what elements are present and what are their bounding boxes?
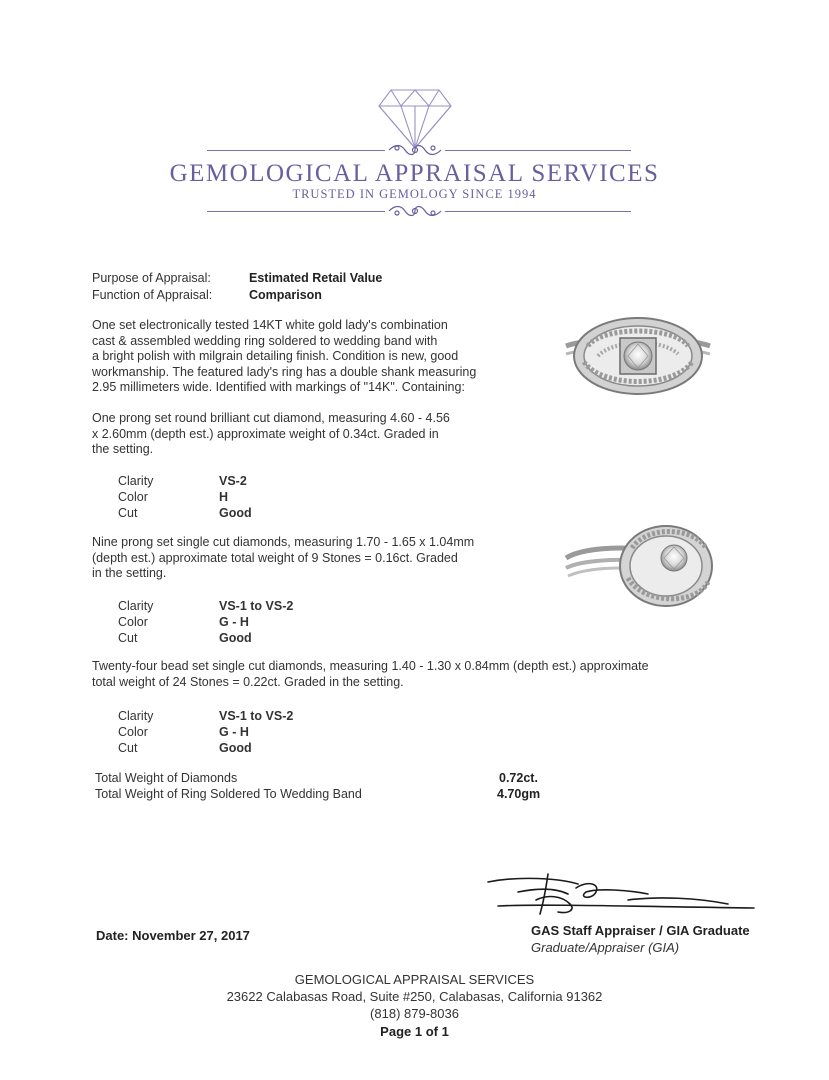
header-rule-left	[207, 150, 385, 151]
stone-2-cut-label: Cut	[118, 631, 138, 645]
stone-1-color-value: H	[219, 490, 229, 504]
stone-2-color-value: G - H	[219, 615, 249, 629]
stone-line: x 2.60mm (depth est.) approximate weight of 0.34ct. Graded in	[92, 426, 439, 441]
stone-line: Nine prong set single cut diamonds, measuring 1.70 - 1.65 x 1.04mm	[92, 535, 475, 549]
company-name: GEMOLOGICAL APPRAISAL SERVICES	[169, 160, 660, 187]
page-number: Page 1 of 1	[380, 1024, 449, 1039]
header-rule-right	[445, 150, 631, 151]
stone-line: total weight of 24 Stones = 0.22ct. Graded in the setting.	[92, 674, 404, 689]
ring-top-view-image	[562, 310, 714, 406]
stone-3-cut-value: Good	[219, 741, 252, 755]
stone-3-cut-label: Cut	[118, 741, 138, 755]
function-label: Function of Appraisal:	[92, 288, 213, 302]
bottom-flourish-icon	[385, 203, 445, 219]
footer-address: 23622 Calabasas Road, Suite #250, Calabasas, California 91362	[226, 989, 603, 1004]
tagline-rule-left	[207, 211, 385, 212]
total-diamonds-label: Total Weight of Diamonds	[95, 771, 238, 785]
stone-line: Twenty-four bead set single cut diamonds, measuring 1.40 - 1.30 x 0.84mm (depth est.) approximate	[92, 659, 649, 673]
stone-2-clarity-label: Clarity	[118, 599, 154, 613]
appraiser-title: GAS Staff Appraiser / GIA Graduate	[531, 923, 750, 938]
appraisal-date: Date: November 27, 2017	[96, 928, 250, 943]
stone-line: in the setting.	[92, 566, 167, 581]
total-ring-weight-label: Total Weight of Ring Soldered To Wedding Band	[95, 787, 362, 801]
tagline-rule-right	[445, 211, 631, 212]
handwritten-signature-image	[478, 870, 758, 920]
stone-3-clarity-label: Clarity	[118, 709, 154, 723]
description-line: a bright polish with milgrain detailing finish. Condition is new, good	[92, 349, 459, 364]
stone-2-description	[92, 535, 474, 582]
stone-2-clarity-value: VS-1 to VS-2	[219, 599, 294, 613]
stone-1-cut-value: Good	[219, 506, 252, 520]
stone-3-color-value: G - H	[219, 725, 249, 739]
purpose-value: Estimated Retail Value	[249, 271, 383, 285]
stone-2-color-label: Color	[118, 615, 148, 629]
appraiser-subtitle: Graduate/Appraiser (GIA)	[531, 940, 680, 955]
purpose-label: Purpose of Appraisal:	[92, 271, 211, 285]
footer-phone: (818) 879-8036	[370, 1006, 459, 1021]
total-diamonds-value: 0.72ct.	[499, 771, 538, 785]
description-line: One set electronically tested 14KT white gold lady's combination	[92, 318, 448, 332]
description-line: workmanship. The featured lady's ring has a double shank measuring	[92, 364, 477, 379]
top-flourish-icon	[385, 142, 445, 158]
diamond-logo-icon	[377, 86, 453, 150]
stone-line: the setting.	[92, 442, 154, 457]
stone-3-description	[92, 659, 649, 690]
footer-company: GEMOLOGICAL APPRAISAL SERVICES	[294, 972, 535, 987]
stone-1-clarity-value: VS-2	[219, 474, 247, 488]
function-value: Comparison	[249, 288, 322, 302]
stone-1-description	[92, 411, 450, 458]
stone-1-cut-label: Cut	[118, 506, 138, 520]
total-ring-weight-value: 4.70gm	[497, 787, 541, 801]
description-line: 2.95 millimeters wide. Identified with markings of "14K". Containing:	[92, 380, 465, 395]
stone-3-color-label: Color	[118, 725, 148, 739]
stone-line: (depth est.) approximate total weight of 9 Stones = 0.16ct. Graded	[92, 550, 458, 565]
stone-line: One prong set round brilliant cut diamond, measuring 4.60 - 4.56	[92, 411, 450, 425]
company-tagline: TRUSTED IN GEMOLOGY SINCE 1994	[292, 187, 537, 201]
stone-1-clarity-label: Clarity	[118, 474, 154, 488]
ring-description	[92, 318, 476, 396]
stone-2-cut-value: Good	[219, 631, 252, 645]
stone-1-color-label: Color	[118, 490, 148, 504]
description-line: cast & assembled wedding ring soldered to wedding band with	[92, 333, 438, 348]
stone-3-clarity-value: VS-1 to VS-2	[219, 709, 294, 723]
ring-side-view-image	[562, 518, 718, 616]
